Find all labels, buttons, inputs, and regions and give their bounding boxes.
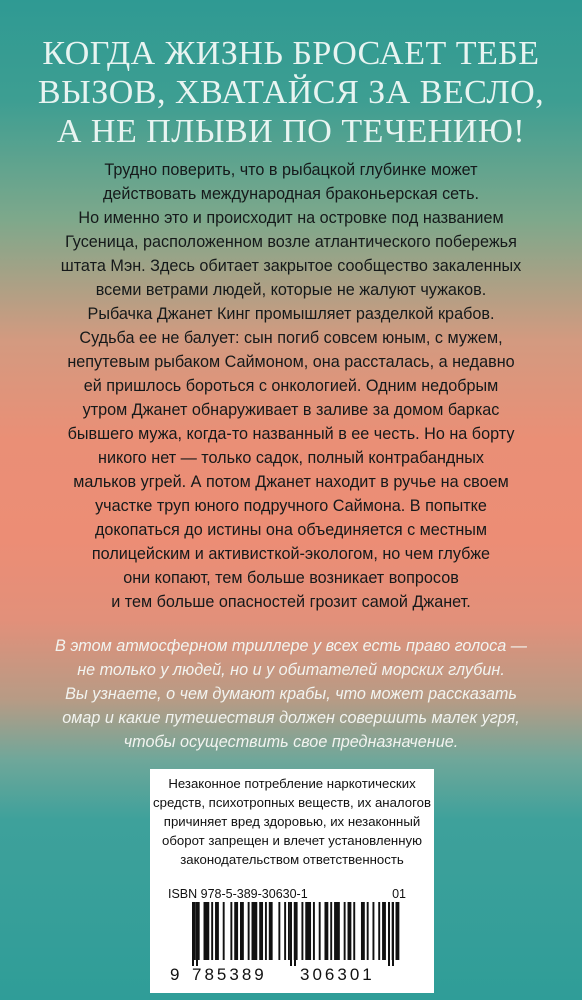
barcode-bar: [319, 902, 321, 960]
barcode-bar: [265, 902, 267, 960]
barcode-bar: [234, 902, 238, 960]
blurb-line: непутевым рыбаком Саймоном, она рассталась, а недавно: [67, 353, 515, 371]
barcode-bar: [348, 902, 352, 960]
italic-line: чтобы осуществить свое предназначение.: [123, 733, 459, 751]
barcode-bar: [305, 902, 311, 960]
legal-warning: [150, 774, 434, 869]
barcode-bar: [215, 902, 219, 960]
barcode-bar: [252, 902, 258, 960]
barcode-bar: [334, 902, 340, 960]
barcode-bar: [288, 902, 290, 960]
barcode-bar: [344, 902, 346, 960]
barcode-bar: [240, 902, 244, 960]
headline-line: КОГДА ЖИЗНЬ БРОСАЕТ ТЕБЕ: [42, 35, 540, 72]
headline-line: А НЕ ПЛЫВИ ПО ТЕЧЕНИЮ!: [56, 113, 526, 150]
blurb-line: Судьба ее не балует: сын погиб совсем юным, с мужем,: [79, 329, 503, 347]
barcode-bar: [382, 902, 386, 960]
blurb-line: ей пришлось бороться с онкологией. Одним недобрым: [83, 377, 499, 395]
barcode-guard-bar: [388, 902, 390, 966]
warning-line: причиняет вред здоровью, их незаконный: [163, 814, 421, 829]
barcode-digit-group: 785389: [192, 965, 267, 984]
italic-line: Вы узнаете, о чем думают крабы, что может рассказать: [65, 685, 517, 703]
barcode-bar: [278, 902, 280, 960]
blurb-line: бывшего мужа, когда-то названный в ее честь. Но на борту: [67, 425, 515, 443]
barcode-bar: [330, 902, 332, 960]
blurb-line: действовать международная браконьерская сеть.: [102, 185, 479, 203]
italic-blurb: [30, 634, 552, 754]
blurb-line: докопаться до истины она объединяется с местным: [94, 521, 488, 539]
barcode-bar: [259, 902, 263, 960]
blurb-line: всеми ветрами людей, которые не жалуют чужаков.: [95, 281, 487, 299]
headline: [0, 34, 582, 151]
blurb-line: полицейским и активисткой-экологом, но чем глубже: [91, 545, 491, 563]
barcode-bar: [204, 902, 210, 960]
blurb-line: участке труп юного подручного Саймона. В попытке: [95, 497, 487, 515]
blurb-line: штата Мэн. Здесь обитает закрытое сообщество закаленных: [60, 257, 522, 275]
barcode-bar: [396, 902, 400, 960]
barcode-guard-bar: [192, 902, 194, 966]
blurb-line: Но именно это и происходит на островке под названием: [78, 209, 504, 227]
barcode-guard-bar: [196, 902, 198, 966]
barcode-bar: [361, 902, 365, 960]
blurb-text: [52, 158, 530, 614]
barcode-bar: [372, 902, 374, 960]
legal-box: [150, 769, 434, 993]
warning-line: законодательством ответственность: [180, 852, 404, 867]
barcode-bar: [313, 902, 315, 960]
blurb-line: Гусеница, расположенном возле атлантического побережья: [65, 233, 517, 251]
italic-line: омар и какие путешествия должен совершить малек угря,: [62, 709, 520, 727]
barcode-guard-bar: [392, 902, 394, 966]
barcode-digit-group: 9: [170, 965, 180, 984]
barcode-bar: [284, 902, 286, 960]
barcode-bar: [353, 902, 355, 960]
blurb-line: Рыбачка Джанет Кинг промышляет разделкой крабов.: [87, 305, 495, 323]
blurb-line: и тем больше опасностей грозит самой Джанет.: [111, 593, 471, 611]
warning-line: оборот запрещен и влечет установленную: [162, 833, 422, 848]
barcode-bar: [248, 902, 250, 960]
barcode-bar: [269, 902, 273, 960]
barcode-bar: [324, 902, 328, 960]
barcode-bar: [211, 902, 213, 960]
barcode-bar: [198, 902, 200, 960]
barcode-bar: [230, 902, 232, 960]
warning-line: средств, психотропных веществ, их аналогов: [153, 795, 431, 810]
warning-line: Незаконное потребление наркотических: [168, 776, 416, 791]
barcode-bar: [378, 902, 380, 960]
barcode-guard-bar: [294, 902, 296, 966]
italic-line: В этом атмосферном триллере у всех есть право голоса —: [55, 637, 527, 655]
barcode-guard-bar: [290, 902, 292, 966]
italic-line: не только у людей, но и у обитателей морских глубин.: [77, 661, 505, 679]
isbn-addon-code: 01: [392, 887, 406, 901]
blurb-line: никого нет — только садок, полный контрабандных: [98, 449, 484, 467]
barcode: [150, 902, 434, 966]
barcode-bar: [223, 902, 225, 960]
barcode-bar: [301, 902, 303, 960]
blurb-line: Трудно поверить, что в рыбацкой глубинке может: [104, 161, 478, 179]
barcode-digit-group: 306301: [300, 965, 375, 984]
blurb-line: мальков угрей. А потом Джанет находит в ручье на своем: [73, 473, 509, 491]
barcode-bar: [367, 902, 369, 960]
headline-line: ВЫЗОВ, ХВАТАЙСЯ ЗА ВЕСЛО,: [37, 74, 545, 111]
isbn-number: ISBN 978-5-389-30630-1: [168, 887, 308, 901]
blurb-line: утром Джанет обнаруживает в заливе за домом баркас: [82, 401, 500, 419]
blurb-line: они копают, тем больше возникает вопросов: [123, 569, 459, 587]
